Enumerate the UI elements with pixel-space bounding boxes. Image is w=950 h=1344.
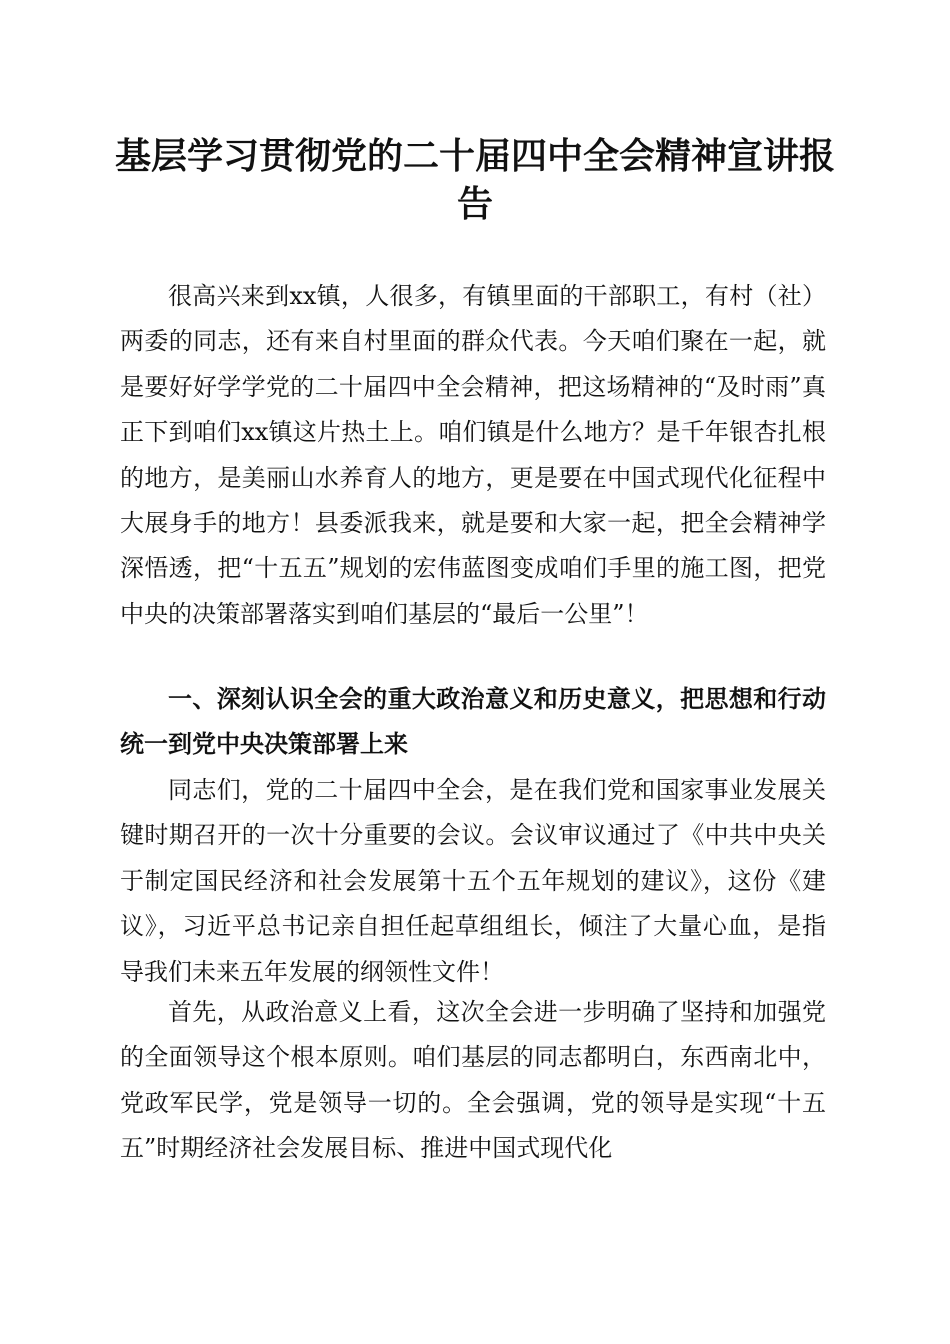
paragraph-plenary-overview: 同志们，党的二十届四中全会，是在我们党和国家事业发展关键时期召开的一次十分重要的会议。会议审议通过了《中共中央关于制定国民经济和社会发展第十五个五年规划的建议》，这份《建议》，习近平总书记亲自担任起草组组长，倾注了大量心血，是指导我们未来五年发展的纲领性文件！ [120, 776, 826, 986]
document-title: 基层学习贯彻党的二十届四中全会精神宣讲报告 [114, 135, 835, 225]
paragraph-political-significance: 首先，从政治意义上看，这次全会进一步明确了坚持和加强党的全面领导这个根本原则。咱们基层的同志都明白，东西南北中，党政军民学，党是领导一切的。全会强调，党的领导是实现“十五五”时期经济社会发展目标、推进中国式现代化 [120, 998, 826, 1163]
section-heading-1: 一、深刻认识全会的重大政治意义和历史意义，把思想和行动统一到党中央决策部署上来 [120, 685, 826, 759]
paragraph-intro: 很高兴来到xx镇，人很多，有镇里面的干部职工，有村（社）两委的同志，还有来自村里面的群众代表。今天咱们聚在一起，就是要好好学学党的二十届四中全会精神，把这场精神的“及时雨”真正下到咱们xx镇这片热土上。咱们镇是什么地方？是千年银杏扎根的地方，是美丽山水养育人的地方，更是要在中国式现代化征程中大展身手的地方！县委派我来，就是要和大家一起，把全会精神学深悟透，把“十五五”规划的宏伟蓝图变成咱们手里的施工图，把党中央的决策部署落实到咱们基层的“最后一公里”！ [120, 282, 826, 628]
